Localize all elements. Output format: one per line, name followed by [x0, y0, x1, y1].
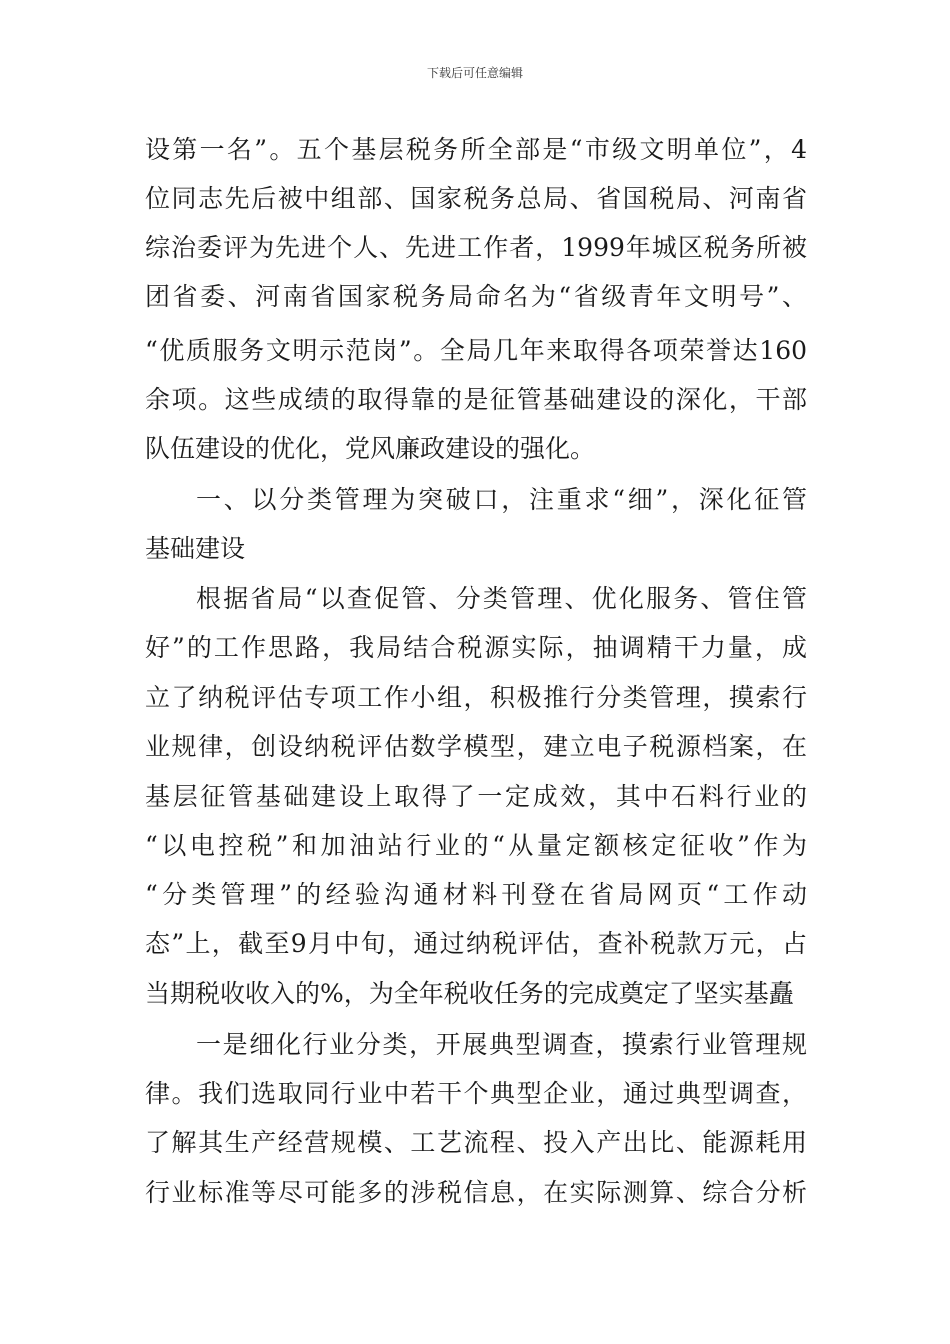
text-line: 好”的工作思路，我局结合税源实际，抽调精干力量，成 [145, 633, 807, 662]
text-line: 一是细化行业分类，开展典型调查，摸索行业管理规 [196, 1030, 807, 1059]
text-line: 态”上，截至9月中旬，通过纳税评估，查补税款万元，占 [145, 929, 807, 958]
text-line: 根据省局“以查促管、分类管理、优化服务、管住管 [196, 584, 807, 613]
text-line: “分类管理”的经验沟通材料刊登在省局网页“工作动 [145, 880, 807, 909]
text-line: 设第一名”。五个基层税务所全部是“市级文明单位”，4 [145, 135, 807, 164]
section-heading-line: 基础建设 [145, 534, 246, 563]
text-line: 团省委、河南省国家税务局命名为“省级青年文明号”、 [145, 282, 807, 311]
text-line: 队伍建设的优化，党风廉政建设的强化。 [145, 434, 596, 463]
text-line: 行业标准等尽可能多的涉税信息，在实际测算、综合分析 [145, 1178, 807, 1207]
page-header: 下载后可任意编辑 [426, 66, 523, 80]
text-line: 业规律，创设纳税评估数学模型，建立电子税源档案，在 [145, 732, 807, 761]
text-line: 立了纳税评估专项工作小组，积极推行分类管理，摸索行 [145, 683, 807, 712]
text-line: 位同志先后被中组部、国家税务总局、省国税局、河南省 [145, 184, 807, 213]
text-line: 了解其生产经营规模、工艺流程、投入产出比、能源耗用 [145, 1128, 807, 1157]
text-line: 当期税收收入的%，为全年税收任务的完成奠定了坚实基矗 [145, 979, 794, 1008]
text-line: “以电控税”和加油站行业的“从量定额核定征收”作为 [145, 831, 807, 860]
text-line: 余项。这些成绩的取得靠的是征管基础建设的深化，干部 [145, 385, 807, 414]
section-heading-line: 一、以分类管理为突破口，注重求“细”，深化征管 [196, 485, 807, 514]
text-line: 律。我们选取同行业中若干个典型企业，通过典型调查， [145, 1079, 807, 1108]
text-line: 综治委评为先进个人、先进工作者，1999年城区税务所被 [145, 233, 807, 262]
text-line: 基层征管基础建设上取得了一定成效，其中石料行业的 [145, 782, 807, 811]
text-line: “优质服务文明示范岗”。全局几年来取得各项荣誉达160 [145, 336, 807, 365]
